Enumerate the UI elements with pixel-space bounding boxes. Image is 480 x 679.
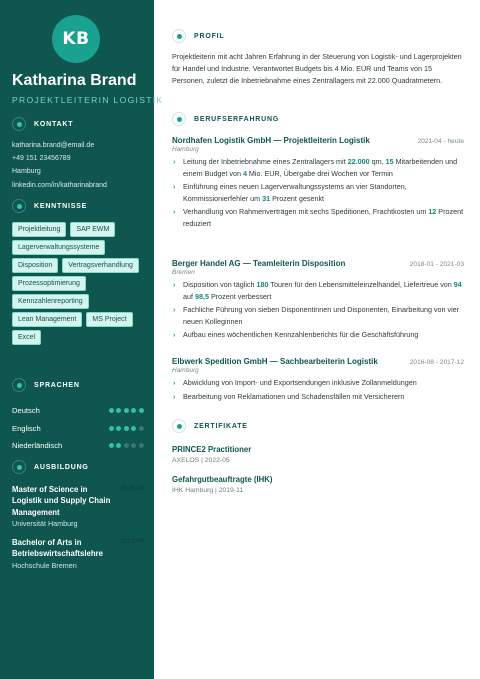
- certificate-title: Gefahrgutbeauftragte (IHK): [172, 475, 273, 484]
- skill-tag: Disposition: [12, 258, 58, 273]
- highlight-number: 94: [453, 280, 462, 289]
- bullet-text: Abwicklung von Import- und Exportsendungen inklusive Zollanmeldungen: [183, 378, 417, 387]
- highlight-number: 12: [428, 207, 437, 216]
- section-dot-icon: [12, 460, 26, 474]
- education-date: 2013-09: [120, 538, 144, 545]
- job-bullets: [172, 156, 464, 229]
- job-bullet: [172, 181, 464, 204]
- experience-heading: [172, 112, 279, 126]
- bullet-text: Einführung eines neuen Lagerverwaltungssystems an vier Standorten, Kommissionierfehler um: [183, 182, 407, 203]
- skill-tag: Prozessoptimierung: [12, 276, 86, 291]
- skill-tag: Excel: [12, 330, 41, 345]
- certificate-meta: IHK Hamburg | 2019-11: [172, 487, 244, 494]
- contact-city: Hamburg: [12, 168, 41, 176]
- education-heading-label: AUSBILDUNG: [34, 463, 89, 471]
- skill-tag: SAP EWM: [70, 222, 115, 237]
- section-dot-icon: [12, 199, 26, 213]
- level-dot-icon: [109, 426, 114, 431]
- section-dot-icon: [12, 117, 26, 131]
- highlight-number: 98,5: [195, 291, 209, 301]
- job-bullets: [172, 377, 464, 402]
- job-date: 2016-08 - 2017-12: [409, 359, 464, 366]
- skill-tag: Projektleitung: [12, 222, 66, 237]
- skills-list: [12, 222, 142, 345]
- bullet-text: Bearbeitung von Reklamationen und Schadensfällen mit Versicherern: [183, 391, 405, 401]
- job-title: Berger Handel AG — Teamleiterin Disposition: [172, 259, 346, 268]
- job-bullet: [172, 304, 464, 327]
- bullet-text: Disposition von täglich: [183, 280, 257, 289]
- job-entry: [172, 357, 464, 404]
- job-location: Bremen: [172, 269, 195, 276]
- experience-heading-label: BERUFSERFAHRUNG: [194, 115, 280, 123]
- bullet-text: Fachliche Führung von sieben Disponentinnen und Disponenten, Einarbeitung von vier neuen Kolleginnen: [183, 305, 460, 326]
- level-dot-icon: [131, 443, 136, 448]
- section-dot-icon: [12, 378, 26, 392]
- language-level-dots: [109, 408, 144, 413]
- level-dot-icon: [116, 443, 121, 448]
- education-degree: Bachelor of Arts in Betriebswirtschaftslehre: [12, 538, 103, 559]
- level-dot-icon: [124, 443, 129, 448]
- job-bullet: [172, 206, 464, 229]
- certificates-heading: [172, 419, 248, 433]
- education-date: 2016-08: [120, 485, 144, 492]
- job-title: Nordhafen Logistik GmbH — Projektleiterin Logistik: [172, 136, 370, 145]
- certificate-title: PRINCE2 Practitioner: [172, 445, 252, 454]
- job-date: 2021-04 - heute: [417, 138, 464, 145]
- level-dot-icon: [116, 426, 121, 431]
- job-bullets: [172, 279, 464, 341]
- education-school: Universität Hamburg: [12, 519, 78, 529]
- section-dot-icon: [172, 419, 186, 433]
- level-dot-icon: [131, 408, 136, 413]
- bullet-text: Leitung der Inbetriebnahme eines Zentrallagers mit: [183, 157, 348, 166]
- bullet-text: Prozent verbessert: [209, 291, 272, 301]
- language-name: Englisch: [12, 423, 41, 433]
- job-bullet: [172, 329, 464, 341]
- bullet-text: Mio. EUR, Übergabe drei Wochen vor Termin: [246, 168, 393, 178]
- language-level-dots: [109, 426, 144, 431]
- profile-heading: [172, 29, 224, 43]
- contact-phone[interactable]: +49 151 23456789: [12, 155, 71, 163]
- avatar: KB: [52, 15, 100, 63]
- skill-tag: Vertragsverhandlung: [62, 258, 139, 273]
- job-location: Hamburg: [172, 367, 199, 374]
- job-bullet: [172, 156, 464, 179]
- education-degree: Master of Science in Logistik und Supply Chain Management: [12, 485, 111, 517]
- certificate-item: [172, 445, 464, 464]
- level-dot-icon: [124, 426, 129, 431]
- education-school: Hochschule Bremen: [12, 560, 77, 570]
- bullet-text: Prozent reduziert: [183, 207, 464, 228]
- highlight-number: 4: [242, 168, 247, 178]
- certificate-meta: AXELOS | 2022-05: [172, 457, 230, 464]
- profile-text: Projektleiterin mit acht Jahren Erfahrung in der Steuerung von Logistik- und Lagerprojekten für Handel und Industrie. Verantwortet Budgets bis 4 Mio. EUR und Teams von 15 Personen, zuletzt die Inbetriebnahme eines Zentrallagers mit 22.000 Quadratmetern.: [172, 52, 462, 85]
- contact-heading-label: KONTAKT: [34, 120, 74, 128]
- candidate-role: PROJEKTLEITERIN LOGISTIK: [12, 95, 164, 105]
- education-heading: [12, 460, 89, 474]
- highlight-number: 15: [385, 157, 394, 166]
- bullet-text: auf: [183, 291, 195, 301]
- bullet-text: Mitarbeitenden und einem Budget von: [183, 157, 458, 178]
- job-entry: [172, 136, 464, 231]
- job-location: Hamburg: [172, 146, 199, 153]
- skills-heading: [12, 199, 87, 213]
- languages-heading-label: SPRACHEN: [34, 381, 80, 389]
- candidate-name: Katharina Brand: [12, 72, 137, 89]
- job-title: Elbwerk Spedition GmbH — Sachbearbeiterin Logistik: [172, 357, 378, 366]
- profile-heading-label: PROFIL: [194, 32, 225, 40]
- languages-heading: [12, 378, 80, 392]
- level-dot-icon: [139, 426, 144, 431]
- certificates-heading-label: ZERTIFIKATE: [194, 422, 248, 430]
- language-name: Niederländisch: [12, 441, 63, 451]
- education-item: [12, 537, 144, 570]
- skills-heading-label: KENNTNISSE: [34, 202, 88, 210]
- language-row: [12, 402, 144, 420]
- job-entry: [172, 259, 464, 343]
- level-dot-icon: [109, 408, 114, 413]
- job-date: 2018-01 - 2021-03: [409, 261, 464, 268]
- highlight-number: 180: [256, 280, 269, 289]
- level-dot-icon: [124, 408, 129, 413]
- skill-tag: Lean Management: [12, 312, 82, 327]
- language-row: [12, 437, 144, 455]
- skill-tag: Kennzahlenreporting: [12, 294, 89, 309]
- skill-tag: MS Project: [86, 312, 132, 327]
- languages-list: [12, 402, 144, 455]
- bullet-text: Aufbau eines wöchentlichen Kennzahlenberichts für die Geschäftsführung: [183, 330, 419, 339]
- section-dot-icon: [172, 29, 186, 43]
- job-bullet: [172, 377, 464, 389]
- language-name: Deutsch: [12, 406, 40, 416]
- section-dot-icon: [172, 112, 186, 126]
- language-level-dots: [109, 443, 144, 448]
- bullet-text: Prozent gesenkt: [270, 193, 325, 203]
- language-row: [12, 420, 144, 438]
- certificate-item: [172, 475, 464, 494]
- level-dot-icon: [139, 443, 144, 448]
- contact-linkedin[interactable]: linkedin.com/in/katharinabrand: [12, 181, 107, 189]
- skill-tag: Lagerverwaltungssysteme: [12, 240, 105, 255]
- level-dot-icon: [109, 443, 114, 448]
- level-dot-icon: [131, 426, 136, 431]
- education-item: [12, 484, 144, 528]
- job-bullet: [172, 279, 464, 302]
- contact-email[interactable]: katharina.brand@email.de: [12, 142, 95, 149]
- sidebar: [0, 0, 164, 679]
- contact-heading: [12, 117, 73, 131]
- highlight-number: 22.000: [347, 157, 370, 166]
- job-bullet: [172, 391, 464, 403]
- bullet-text: qm,: [369, 157, 386, 166]
- bullet-text: Touren für den Lebensmitteleinzelhandel, Liefertreue von: [268, 280, 454, 289]
- bullet-text: Verhandlung von Rahmenverträgen mit sechs Speditionen, Frachtkosten um: [183, 207, 429, 216]
- highlight-number: 31: [262, 193, 271, 203]
- contact-list: [12, 139, 107, 192]
- level-dot-icon: [116, 408, 121, 413]
- level-dot-icon: [139, 408, 144, 413]
